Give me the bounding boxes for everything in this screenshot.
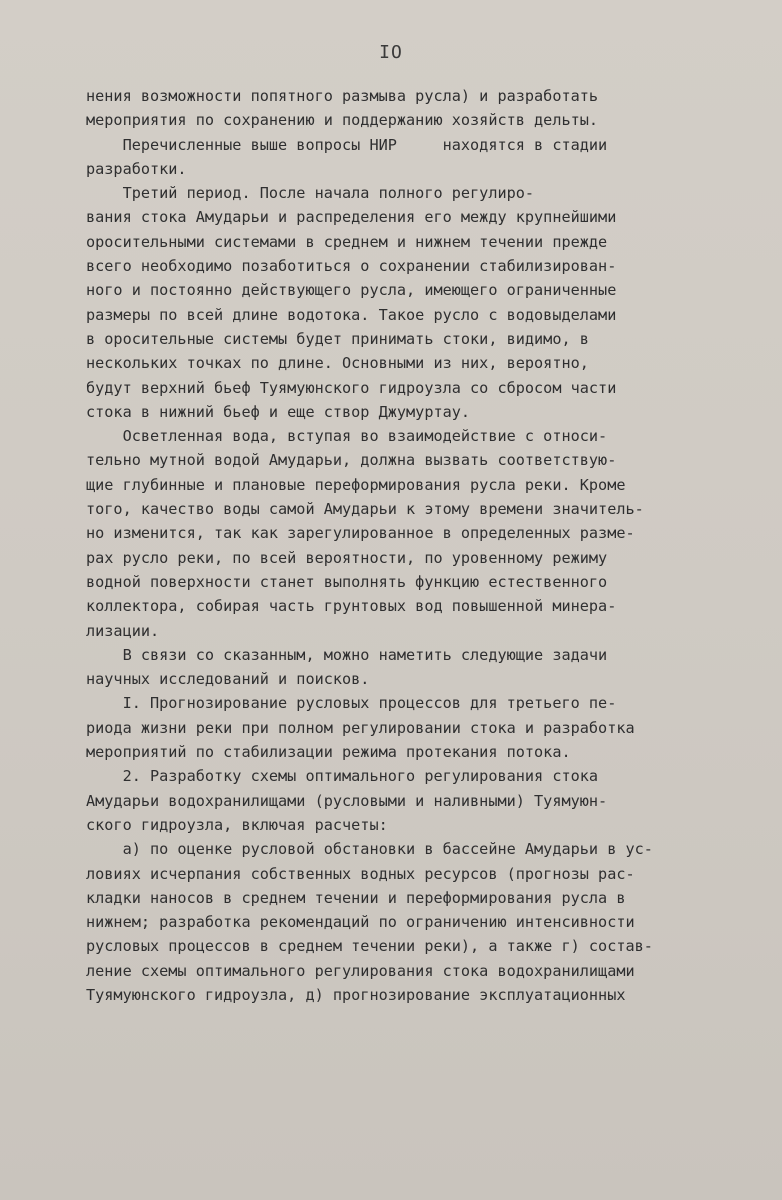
text-line: водной поверхности станет выполнять функцию естественного — [86, 572, 608, 591]
text-line: Туямуюнского гидроузла, д) прогнозирование эксплуатационных — [86, 985, 626, 1004]
text-line: нения возможности попятного размыва русла) и разработать — [86, 87, 599, 105]
text-line: нескольких точках по длине. Основными из них, вероятно, — [86, 354, 589, 373]
body-text — [86, 84, 746, 1007]
text-line: разработки. — [86, 159, 187, 178]
text-line: лизации. — [86, 621, 160, 640]
page-number: IO — [379, 42, 403, 63]
text-line: оросительными системами в среднем и нижнем течении прежде — [86, 232, 608, 251]
text-line: риода жизни реки при полном регулировании стока и разработка — [86, 718, 635, 737]
text-line: рах русло реки, по всей вероятности, по уровенному режиму — [86, 548, 608, 567]
text-line: в оросительные системы будет принимать стоки, видимо, в — [86, 329, 589, 348]
text-line: ского гидроузла, включая расчеты: — [86, 815, 388, 834]
text-line: а) по оценке русловой обстановки в бассейне Амударьи в ус- — [86, 840, 653, 859]
text-line: ловиях исчерпания собственных водных ресурсов (прогнозы рас- — [86, 864, 635, 883]
text-line: Третий период. После начала полного регулиро- — [86, 184, 535, 203]
text-line: будут верхний бьеф Туямуюнского гидроузла со сбросом части — [86, 378, 617, 397]
text-line: I. Прогнозирование русловых процессов для третьего пе- — [86, 694, 617, 713]
text-line: но изменится, так как зарегулированное в определенных разме- — [86, 524, 635, 543]
text-line: кладки наносов в среднем течении и переформирования русла в — [86, 888, 626, 907]
text-line: вания стока Амударьи и распределения его между крупнейшими — [86, 208, 617, 227]
text-line: 2. Разработку схемы оптимального регулирования стока — [86, 767, 599, 786]
text-line: щие глубинные и плановые переформирования русла реки. Кроме — [86, 475, 626, 494]
text-line: размеры по всей длине водотока. Такое русло с водовыделами — [86, 305, 617, 324]
text-line: ление схемы оптимального регулирования стока водохранилищами — [86, 961, 635, 980]
text-line: Перечисленные выше вопросы НИР находятся в стадии — [86, 135, 608, 154]
text-line: тельно мутной водой Амударьи, должна вызвать соответствую- — [86, 451, 617, 470]
text-line: того, качество воды самой Амударьи к этому времени значитель- — [86, 500, 644, 519]
text-line: В связи со сказанным, можно наметить следующие задачи — [86, 645, 608, 664]
text-line: нижнем; разработка рекомендаций по ограничению интенсивности — [86, 913, 635, 932]
text-line: всего необходимо позаботиться о сохранении стабилизирован- — [86, 257, 617, 276]
text-line: ного и постоянно действующего русла, имеющего ограниченные — [86, 281, 617, 300]
text-line: русловых процессов в среднем течении реки), а также г) состав- — [86, 937, 653, 956]
text-line: стока в нижний бьеф и еще створ Джумуртау. — [86, 402, 471, 421]
text-line: коллектора, собирая часть грунтовых вод повышенной минера- — [86, 597, 617, 616]
text-line: научных исследований и поисков. — [86, 670, 370, 689]
text-line: Осветленная вода, вступая во взаимодействие с относи- — [86, 427, 608, 446]
text-line: Амударьи водохранилищами (русловыми и наливными) Туямуюн- — [86, 791, 608, 810]
text-line: мероприятия по сохранению и поддержанию хозяйств дельты. — [86, 111, 599, 130]
text-line: мероприятий по стабилизации режима протекания потока. — [86, 743, 571, 762]
